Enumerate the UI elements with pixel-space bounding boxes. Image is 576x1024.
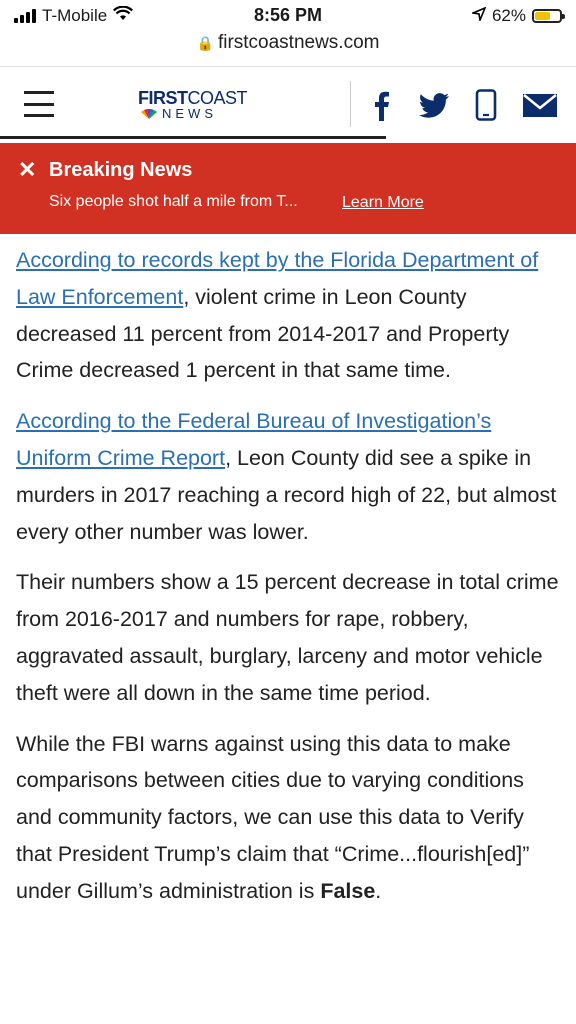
mail-icon[interactable]	[522, 89, 554, 121]
close-icon[interactable]: ✕	[18, 157, 37, 182]
site-header	[0, 66, 576, 139]
clock: 8:56 PM	[253, 5, 323, 25]
article-body	[16, 242, 564, 924]
carrier-name: T-Mobile	[42, 6, 108, 25]
battery-info	[472, 6, 562, 26]
social-links	[366, 89, 554, 121]
address-bar[interactable]	[0, 32, 576, 54]
paragraph-end: .	[375, 878, 382, 903]
verdict-text: False	[320, 878, 376, 903]
status-bar	[0, 0, 576, 32]
article-paragraph	[16, 564, 564, 711]
article-paragraph	[16, 242, 564, 389]
logo-coast: COAST	[187, 88, 248, 108]
peacock-icon	[140, 109, 158, 119]
breaking-news-banner	[0, 143, 576, 234]
menu-icon[interactable]	[24, 91, 54, 117]
header-underline	[0, 136, 386, 139]
breaking-title: Breaking News	[49, 159, 193, 181]
fdle-records-link[interactable]: According to records kept by the Florida Department of Law Enforcement	[16, 248, 539, 309]
paragraph-text: , Leon County did see a spike in murders in 2017 reaching a record high of 22, but almost every other number was lower.	[16, 445, 557, 544]
location-icon	[472, 6, 486, 26]
battery-percent: 62%	[491, 6, 526, 25]
phone-icon[interactable]	[470, 89, 502, 121]
logo-first: FIRST	[138, 88, 188, 108]
facebook-icon[interactable]	[366, 89, 398, 121]
paragraph-text: Their numbers show a 15 percent decrease in total crime from 2016-2017 and numbers for rape, robbery, aggravated assault, burglary, larceny and motor vehicle theft were all down in the same time period.	[16, 570, 559, 705]
url-text: firstcoastnews.com	[217, 32, 380, 53]
article-paragraph	[16, 403, 564, 550]
paragraph-text: , violent crime in Leon County decreased 11 percent from 2014-2017 and Property Crime decreased 1 percent in that same time.	[16, 284, 510, 383]
fbi-ucr-link[interactable]: According to the Federal Bureau of Investigation’s Uniform Crime Report	[16, 409, 492, 470]
article-paragraph	[16, 726, 564, 910]
learn-more-link[interactable]: Learn More	[342, 194, 424, 211]
twitter-icon[interactable]	[418, 89, 450, 121]
battery-icon	[532, 9, 562, 23]
paragraph-text: While the FBI warns against using this data to make comparisons between cities due to varying conditions and community factors, we can use this data to Verify that President Trump’s claim that “Crime...flourish[ed]” under Gillum’s administration is	[16, 731, 530, 903]
header-divider	[350, 81, 351, 127]
site-logo[interactable]	[138, 89, 258, 121]
breaking-headline[interactable]: Six people shot half a mile from T...	[49, 193, 298, 210]
lock-icon: 🔒	[196, 35, 214, 51]
logo-news: NEWS	[162, 106, 217, 121]
